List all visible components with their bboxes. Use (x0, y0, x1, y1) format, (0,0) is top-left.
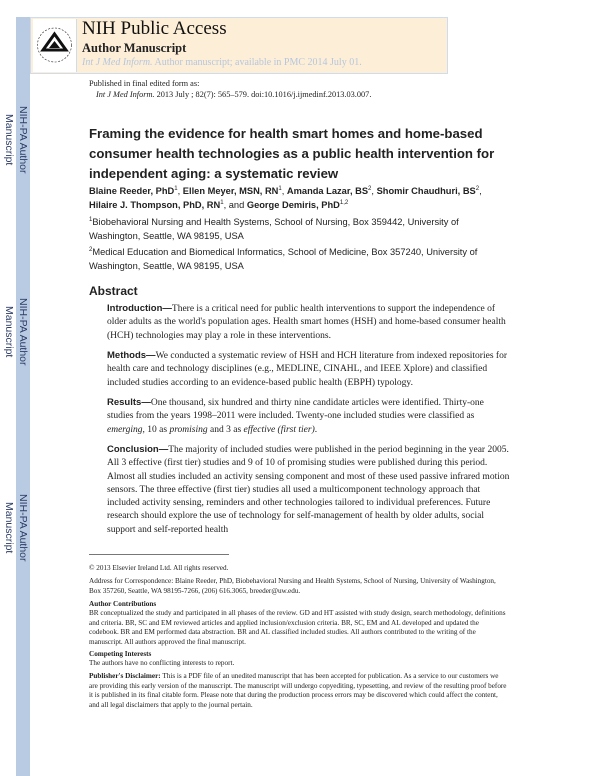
publisher-disclaimer: Publisher's Disclaimer: This is a PDF file of an unedited manuscript that has been accepted for publication. As a service to our customers we are providing this early version of the manuscript. The manuscript will undergo copyediting, typesetting, and review of the resulting proof before it is published in its final citable form. Please note that during the production process errors may be discovered which could affect the content, and all legal disclaimers that apply to the journal pertain. (89, 672, 507, 709)
nih-logo (33, 19, 77, 72)
affiliation: $^1$Biobehavioral Nursing and Health Systems, School of Nursing, Box 359442, University of Washington, Seattle, WA 98195, USA (89, 216, 459, 241)
sidebar-label: NIH-PA Author Manuscript (3, 494, 29, 562)
published-info: Published in final edited form as: Int J Med Inform. 2013 July ; 82(7): 565–579. doi:10.1016/j.ijmedinf.2013.03.007. (89, 79, 372, 99)
header-title: NIH Public Access (82, 18, 227, 39)
article-title: Framing the evidence for health smart homes and home-based consumer health technologies as a public health intervention for independent aging: a systematic review (89, 126, 495, 181)
header-availability: Int J Med Inform. Author manuscript; available in PMC 2014 July 01. (82, 57, 362, 68)
header-subtitle: Author Manuscript (82, 41, 187, 55)
abstract-heading: Abstract (89, 284, 138, 298)
sidebar-label: NIH-PA Author Manuscript (3, 298, 29, 366)
sidebar-label: NIH-PA Author Manuscript (3, 106, 29, 174)
abstract-methods: Methods—We conducted a systematic review of HSH and HCH literature from indexed repositories for health care and technology disciplines (e.g., MEDLINE, CINAHL, and IEEE Xplore) and classified included studies according to an evidence-based public health (EBPH) typology. (107, 350, 507, 388)
affiliation: $^2$Medical Education and Biomedical Informatics, School of Medicine, Box 357240, University of Washington, Seattle, WA 98195, USA (89, 246, 478, 271)
contributions-heading: Author Contributions (89, 600, 157, 608)
abstract-conclusion: Conclusion—The majority of included studies were published in the period beginning in the year 2005. All 3 effective (first tier) studies and 9 of 10 of promising studies were published during this period. Almost all studies included an activity sensing component and most of these used passive infrared motion sensors. The three effective (first tier) studies all used a multicomponent technology approach that included activity sensing, reminders and other technologies tailored to individual preferences. Future research should explore the use of technology for self-management of health by older adults, social support and self-reported health (107, 444, 510, 535)
competing-heading: Competing Interests (89, 650, 152, 658)
copyright: © 2013 Elsevier Ireland Ltd. All rights reserved. (89, 564, 229, 572)
competing-text: The authors have no conflicting interests to report. (89, 659, 235, 667)
nih-header (30, 17, 448, 74)
contributions-text: BR conceptualized the study and participated in all phases of the review. GD and HT assisted with study design, search methodology, definitions and criteria. BR, SC and EM reviewed articles and applied inclusion/exclusion criteria. BR, SC, EM and AL developed and updated the codebook. BR and EM performed data abstraction. BR and AL classified included studies. All authors contributed to the writing of the manuscript. All authors approved the final manuscript. (89, 609, 506, 646)
abstract-introduction: Introduction—There is a critical need for public health interventions to support the independence of older adults as the world's population ages. Health smart homes (HSH) and home-based consumer health (HCH) technologies may play a role in these interventions. (107, 303, 506, 341)
correspondence-address: Address for Correspondence: Blaine Reeder, PhD, Biobehavioral Nursing and Health Systems, School of Nursing, University of Washington, Box 357260, Seattle, WA 98195-7266, (206) 616.3065, breeder@uw.edu. (89, 577, 496, 595)
author-list: Blaine Reeder, PhD$^1$, Ellen Meyer, MSN, $RN^1$, Amanda Lazar, $BS^2$, Shomir Chaudhuri, $BS^2$, Hilaire J. Thompson, PhD, $RN^1$, and George Demiris, PhD$^{1,2}$ (89, 185, 482, 210)
abstract-results: Results—One thousand, six hundred and thirty nine candidate articles were identified. Thirty-one studies from the years 1998–2011 were included. Twenty-one included studies were classified as emerging, 10 as promising and 3 as effective (first tier). (107, 397, 484, 435)
footnote-divider (89, 554, 229, 555)
